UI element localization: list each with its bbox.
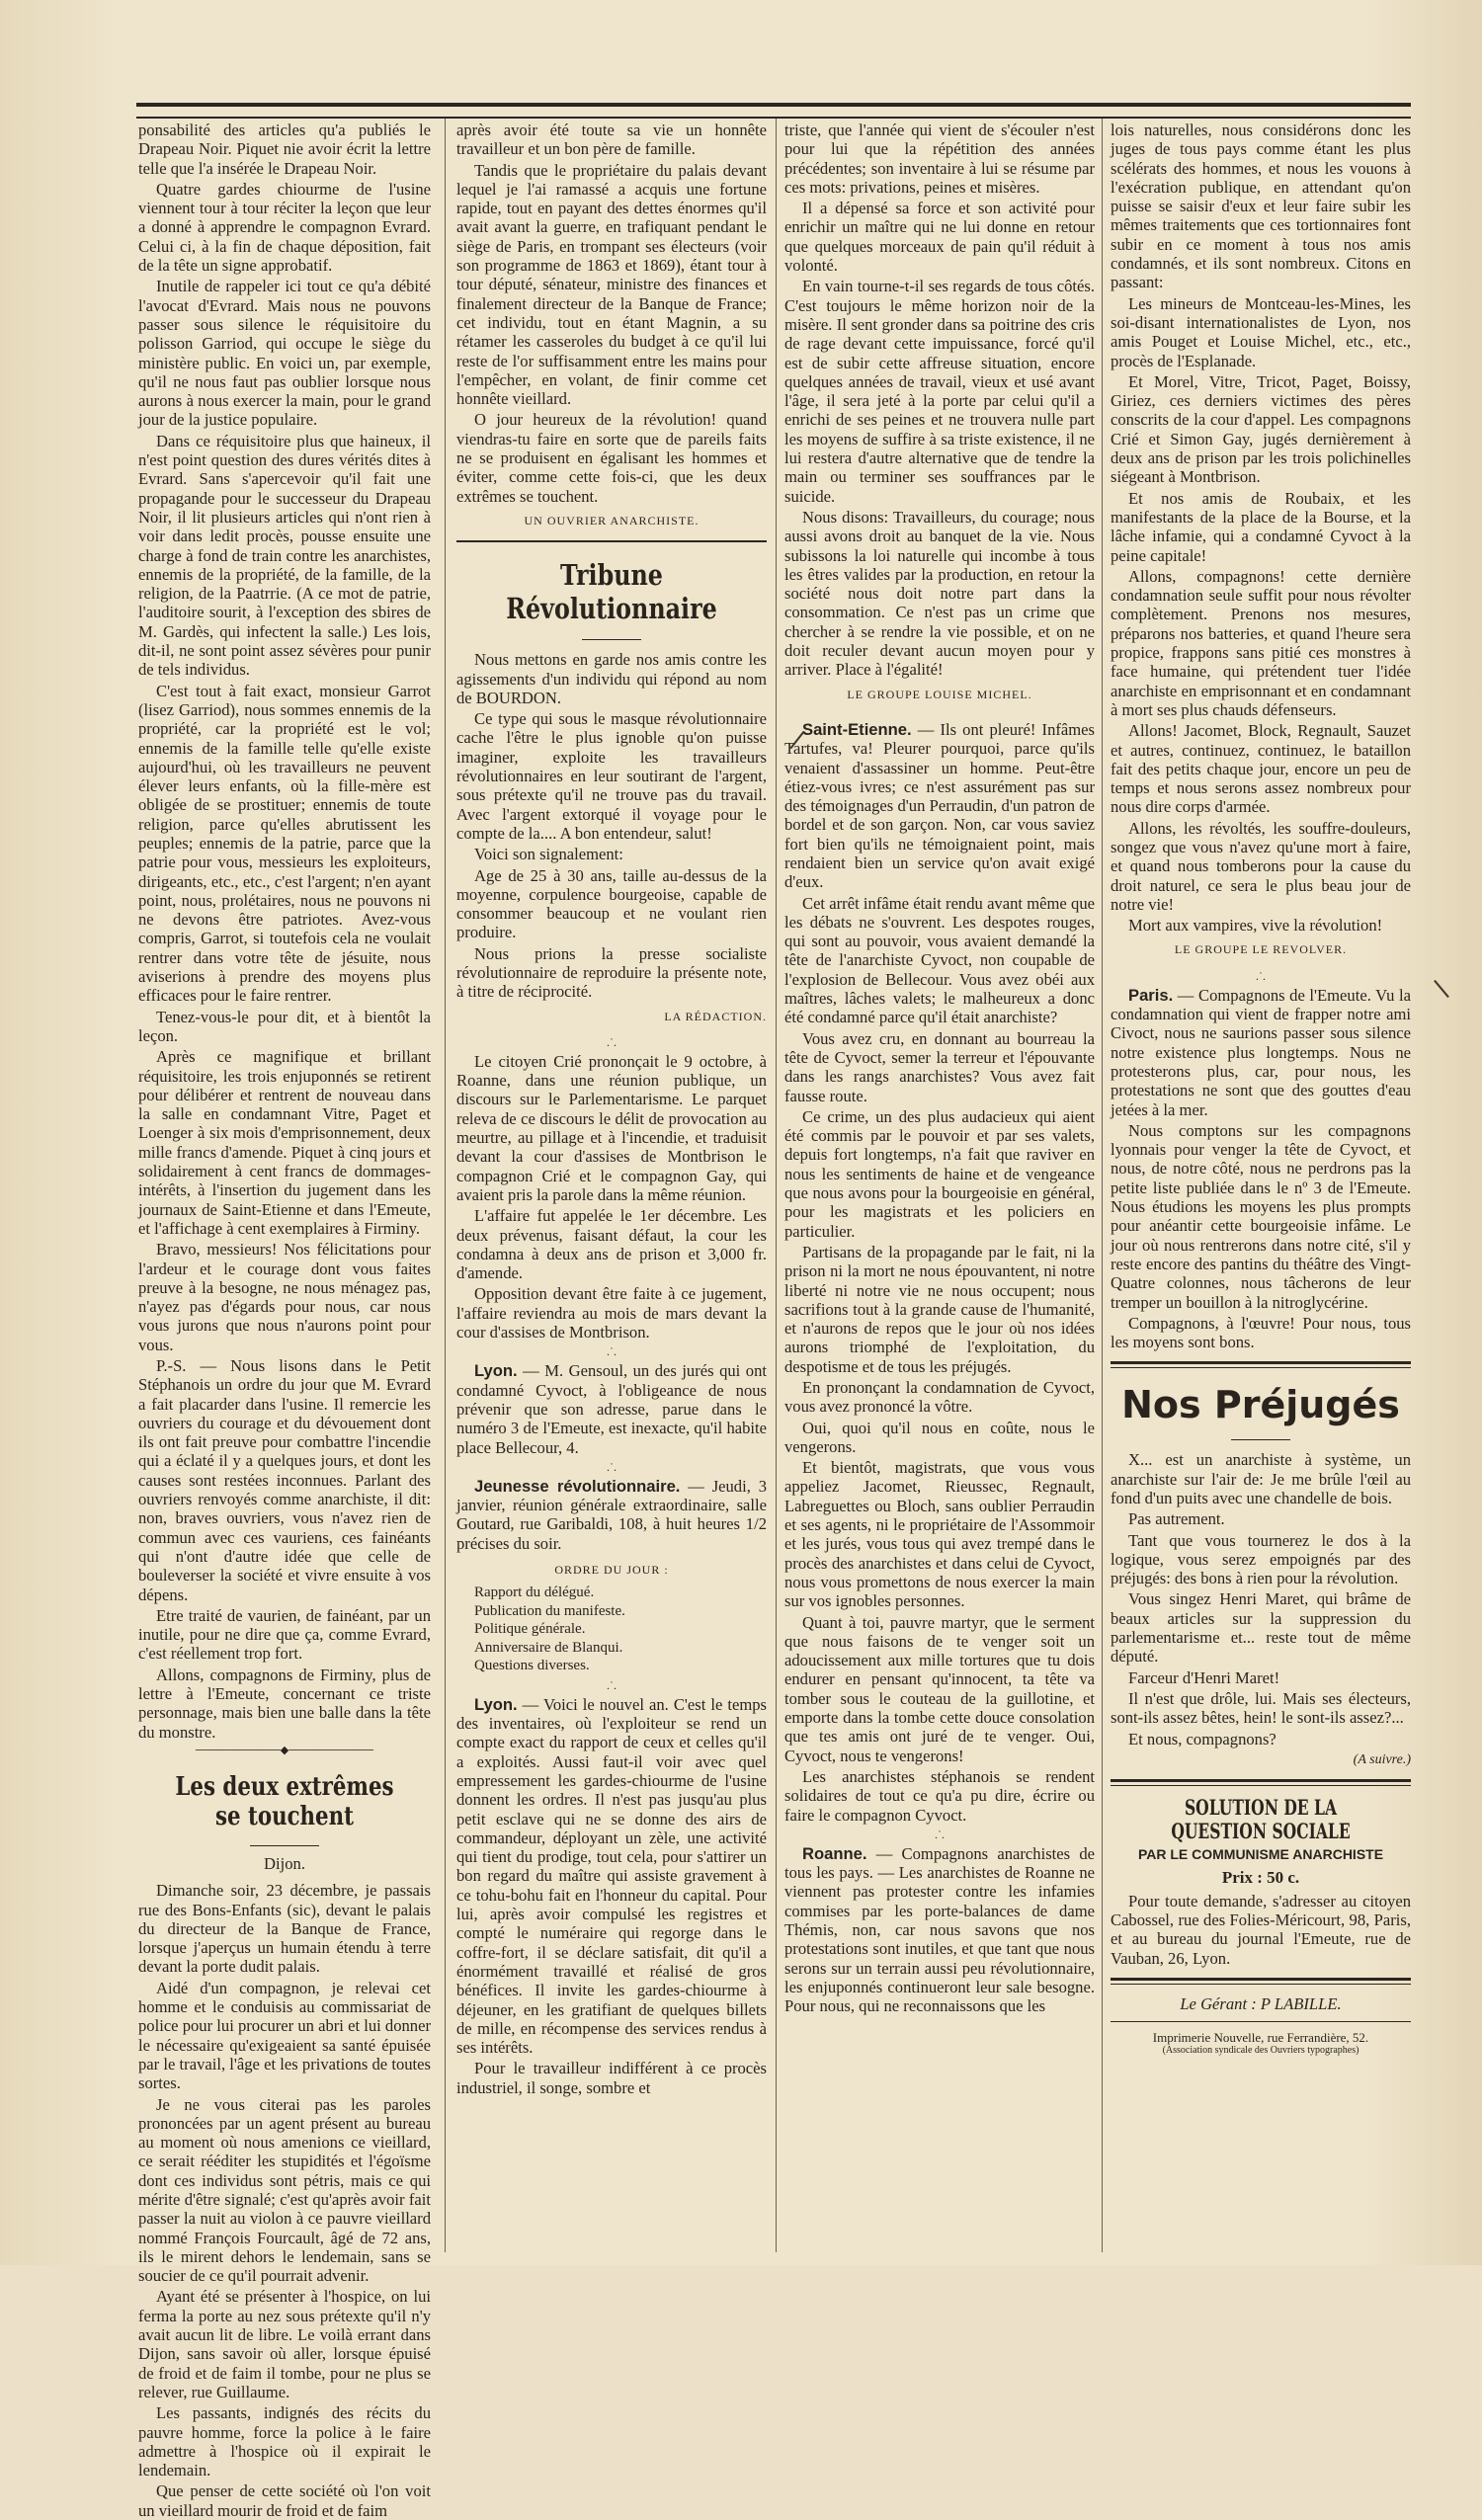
paragraph: Farceur d'Henri Maret! bbox=[1128, 1667, 1280, 1687]
to-be-continued: (A suivre.) bbox=[1353, 1751, 1411, 1767]
paragraph: Ce type qui sous le masque révolutionnaire cache l'être le plus ignoble qu'on puisse imaginer, exploite les travailleurs révolutionnaires en leur soutirant de l'argent, sous prétexte qu'il ne trouve pas du travail. Avec l'argent extorqué il voyage pour le compte de la.... A bon entendeur, salut! bbox=[456, 709, 767, 843]
asterism: .˙. bbox=[607, 1459, 617, 1474]
printer-line: Imprimerie Nouvelle, rue Ferrandière, 52. bbox=[1152, 2030, 1369, 2046]
paragraph: Cet arrêt infâme était rendu avant même que les débats ne s'ouvrent. Les despotes rouges, qui sont au pouvoir, vous avaient demandé la tête de l'anarchiste Cyvoct, non coupable de l'explosion de Bellecour. Vous avez obéi aux maîtres, lâches valets; le malheureux a donc été condamné parce qu'il était anarchiste? bbox=[784, 893, 1095, 1027]
paragraph: Voici son signalement: bbox=[474, 845, 623, 864]
order-item: Rapport du délégué. bbox=[474, 1585, 595, 1601]
news-item-lyon-2 bbox=[456, 1695, 767, 2058]
paragraph: Pour le travailleur indifférent à ce procès industriel, il songe, sombre et bbox=[456, 2059, 767, 2097]
paragraph: Mort aux vampires, vive la révolution! bbox=[1128, 916, 1383, 935]
order-list bbox=[474, 1584, 767, 1675]
column-4 bbox=[1111, 121, 1411, 2254]
paragraph: Bravo, messieurs! Nos félicitations pour l'ardeur et le courage dont vous faites preuve à la besogne, ne nous ménagez pas, n'ayez pas d'égards pour nous, car nous vous jurons que nous n'aurons point pour vous. bbox=[138, 1240, 431, 1354]
column-3 bbox=[784, 121, 1095, 2254]
news-text: — Ils ont pleuré! Infâmes Tartufes, va! Pleurer pourquoi, parce qu'ils venaient d'assassiner un homme. Peut-être étiez-vous ivres; ce n'est assurément pas sur des témoignages d'un Perraudin, d'un patron de bordel et de son garçon. Non, car vous saviez fort bien qu'ils ne témoignaient point, mais rendaient bien un service qu'on avait exigé d'eux. bbox=[784, 719, 1095, 892]
margin-mark bbox=[1434, 980, 1449, 998]
gerant-line: Le Gérant : P LABILLE. bbox=[1180, 1993, 1342, 2013]
paragraph: Aidé d'un compagnon, je relevai cet homme et le conduisis au commissariat de police pour lui procurer un abri et lui donner le nécessaire qu'exigeaient sa santé épuisée par le travail, l'âge et les privations de toutes sortes. bbox=[138, 1978, 431, 2093]
paragraph: Le citoyen Crié prononçait le 9 octobre, à Roanne, dans une réunion publique, un discours sur le Parlementarisme. Le parquet releva de ce discours le délit de provocation au meurtre, au pillage et à l'incendie, et traduisit devant la cour d'assises de Montbrison le compagnon Crié et le compagnon Gay, qui avaient pris la parole dans la même réunion. bbox=[456, 1051, 767, 1204]
signature: UN OUVRIER ANARCHISTE. bbox=[524, 513, 700, 528]
paragraph: Allons, compagnons de Firminy, plus de lettre à l'Emeute, concernant ce triste personnage, mais bien une balle dans la tête du monstre. bbox=[138, 1665, 431, 1742]
paragraph: Dimanche soir, 23 décembre, je passais rue des Bons-Enfants (sic), devant le palais du directeur de la Banque de France, lorsque j'aperçus un humain étendu à terre devant la porte dudit palais. bbox=[138, 1881, 431, 1977]
order-item: Anniversaire de Blanqui. bbox=[474, 1639, 623, 1656]
paragraph: Ayant été se présenter à l'hospice, on lui ferma la porte au nez sous prétexte qu'il n'y avait aucun lit de libre. Le voilà errant dans Dijon, sans savoir où aller, lorsque épuisé de froid et de faim il tombe, pour ne plus se relever, rue Guillaume. bbox=[138, 2287, 431, 2401]
location-label: Paris. bbox=[1128, 985, 1174, 1005]
paragraph: Partisans de la propagande par le fait, ni la prison ni la mort ne nous épouvantent, ni notre liberté ni notre vie ne nous occupent; nous sacrifions tout à la grande cause de l'humanité, et n'aurons de repos que le jour où nos idées aurons triomphé de l'exploitation, du despotisme et de tous les préjugés. bbox=[784, 1242, 1095, 1376]
paragraph: Nous disons: Travailleurs, du courage; nous aussi avons droit au banquet de la vie. Nous subissons la loi naturelle qui incombe à tous les êtres valides par la production, en retour la société nous doit notre part dans la consommation. Ce n'est pas un crime que chercher à se rendre la vie possible, et on ne doit reculer devant aucun moyen pour y arriver. Place à l'égalité! bbox=[784, 507, 1095, 680]
column-divider bbox=[445, 119, 446, 2252]
paragraph: Tant que vous tournerez le dos à la logique, vous serez empoignés par des préjugés: des bons à rien pour la révolution. bbox=[1111, 1530, 1411, 1588]
paragraph: Opposition devant être faite à ce jugement, l'affaire reviendra au mois de mars devant la cour d'assises de Montbrison. bbox=[456, 1284, 767, 1342]
news-text: — Compagnons anarchistes de tous les pays. — Les anarchistes de Roanne ne viennent pas protester contre les infamies commises par les porte-balances de dame Thémis, non, car nous savons que nos protestations sont inutiles, et que tant que nous serons sur un terrain aussi peu révolutionnaire, les enjuponnés continueront leur sale besogne. Pour nous, qui ne reconnaissons que les bbox=[784, 1843, 1095, 2016]
section-rule bbox=[1111, 1779, 1411, 1786]
paragraph: Les mineurs de Montceau-les-Mines, les soi-disant internationalistes de Lyon, nos amis Pouget et Louise Michel, etc., etc., procès de l'Esplanade. bbox=[1111, 293, 1411, 370]
paragraph: Nous comptons sur les compagnons lyonnais pour venger la tête de Cyvoct, et nous, de notre côté, nous ne perdrons pas la petite liste publiée dans le nº 3 de l'Emeute. Nous étudions les moyens les plus prompts pour anéantir cette bourgeoisie infâme. Le jour où nous rentrerons dans notre cité, s'il y reste encore des pantins du théâtre des Vingt-Quatre colonnes, nous tâcherons de leur tremper un bouillon à la nitroglycérine. bbox=[1111, 1120, 1411, 1312]
asterism: .˙. bbox=[607, 1677, 617, 1692]
paragraph: Et Morel, Vitre, Tricot, Paget, Boissy, Giriez, ces derniers victimes des pères conscrits de la cour d'appel. Les compagnons Crié et Simon Gay, jugés dernièrement à deux ans de prison par les trois polichinelles siégeant à Montbrison. bbox=[1111, 371, 1411, 487]
news-text: — Compagnons de l'Emeute. Vu la condamnation qui vient de frapper notre ami Civoct, nous ne saurions passer sous silence notre existence plus longtemps. Nous ne protesterons plus, car, pour nous, les protestations ne sont que des gouttes d'eau jetées à la mer. bbox=[1111, 985, 1411, 1119]
title-underline bbox=[250, 1845, 319, 1846]
paragraph: Allons, les révoltés, les souffre-douleurs, songez que vous n'avez qu'une mort à faire, et quand nous tomberons pour la cause du droit naturel, ce sera le plus beau jour de notre vie! bbox=[1111, 818, 1411, 914]
top-rule bbox=[136, 103, 1411, 119]
article-title-prejuges: Nos Préjugés bbox=[1121, 1383, 1400, 1427]
news-text: — Voici le nouvel an. C'est le temps des inventaires, où l'exploiteur se rend un compte exact du rapport de ceux et celles qu'il a exploités. Aussi faut-il voir avec quel empressement les gardes-chiourme de l'usine donnent les ordres. Il n'est pas jusqu'au plus petit esclave qui ne se donne des airs de commandeur, déployant un zèle, une activité qui tient du prodige, tout cela, pour s'attirer un bon regard du maître qui assiste gravement à ce tohu-bohu fait en l'honneur du capital. Pour lui, après avoir compulsé les registres et compté le numéraire qui regorge dans le coffre-fort, il se déclare satisfait, dit qu'il a énormément travaillé et réalisé de gros bénéfices. Il invite les gardes-chiourme à déjeuner, en les gratifiant de quelques billets de mille, en récompense des services rendus à ses intérêts. bbox=[456, 1694, 767, 2058]
advert-subtitle: PAR LE COMMUNISME ANARCHISTE bbox=[1137, 1846, 1384, 1863]
dateline-dijon: Dijon. bbox=[264, 1853, 305, 1873]
location-label: Lyon. bbox=[474, 1361, 518, 1381]
location-label: Saint-Etienne. bbox=[802, 719, 912, 739]
paragraph: Nous prions la presse socialiste révolutionnaire de reproduire la présente note, à titre de réciprocité. bbox=[456, 943, 767, 1002]
location-label: Jeunesse révolutionnaire. bbox=[474, 1476, 681, 1496]
paragraph: Il a dépensé sa force et son activité pour enrichir un maître qui ne lui donne en retour que quelques morceaux de pain qu'il réduit à volonté. bbox=[784, 199, 1095, 276]
title-underline bbox=[582, 639, 641, 640]
paragraph: lois naturelles, nous considérons donc les juges de tous pays comme étant les plus scélérats des hommes, et nous les vouons à l'exécration publique, en attendant qu'on puisse se saisir d'eux et leur faire subir les mêmes traitements que ces tortionnaires font subir en ce moment à tous nos amis condamnés, et ils sont nombreux. Citons en passant: bbox=[1111, 121, 1411, 292]
paragraph: Et nous, compagnons? bbox=[1128, 1729, 1276, 1748]
news-item-jeunesse bbox=[456, 1477, 767, 1553]
paragraph: Et nos amis de Roubaix, et les manifestants de la place de la Bourse, et la lâche infamie, qui a condamné Cyvoct à la peine capitale! bbox=[1111, 488, 1411, 565]
paragraph: Ce crime, un des plus audacieux qui aient été commis par le pouvoir et par ses valets, depuis fort longtemps, n'a fait que raviver en nous les sentiments de haine et de vengeance que nous avons pour la bourgeoisie en général, pour les magistrats et les policiers en particulier. bbox=[784, 1106, 1095, 1241]
advert-title: SOLUTION DE LA QUESTION SOCIALE bbox=[1171, 1795, 1351, 1844]
news-item-paris bbox=[1111, 986, 1411, 1119]
paragraph: Je ne vous citerai pas les paroles prononcées par un agent présent au bureau au moment où nous amenions ce vieillard, ce serait rééditer les stupidités et l'égoïsme dont ces individus sont pétris, mais ce qui mérite d'être signalé; c'est qu'après avoir fait passer la nuit au violon à ce pauvre vieillard nommé François Fourcault, âgé de 72 ans, ils le mirent dehors le lendemain, sans se soucier de ce qu'il pourrait advenir. bbox=[138, 2094, 431, 2286]
paragraph: Après ce magnifique et brillant réquisitoire, les trois enjuponnés se retirent pour délibérer et rentrent de nouveau dans la salle en condamnant Vitre, Paget et Loenger à six mois d'emprisonnement, deux mille francs d'amende. Piquet à cinq jours et solidairement à cent francs de dommages-intérêts, à l'insertion du jugement dans les journaux de Saint-Etienne et dans l'Emeute, et l'affichage à cent exemplaires à Firminy. bbox=[138, 1047, 431, 1238]
section-rule bbox=[1111, 1361, 1411, 1368]
paragraph: Compagnons, à l'œuvre! Pour nous, tous les moyens sont bons. bbox=[1111, 1313, 1411, 1352]
paragraph: Dans ce réquisitoire plus que haineux, il n'est point question des dures vérités dites à Evrard. Sans s'apercevoir qu'il fait une propagande pour le successeur du Drapeau Noir, il lit plusieurs articles qui n'ont rien à voir dans ledit procès, pousse ensuite une charge à fond de train contre les anarchistes, ennemis de la propriété, de la famille, de la religion, de la Paatrrie. (A ce mot de patrie, l'auditoire sourit, à l'exception des sbires de M. Gardès, qui infectent la salle.) Les lois, dit-il, ne sont point assez sévères pour punir de tels individus. bbox=[138, 431, 431, 680]
paragraph: Oui, quoi qu'il nous en coûte, nous le vengerons. bbox=[784, 1418, 1095, 1456]
news-item-roanne bbox=[784, 1844, 1095, 2016]
order-item: Publication du manifeste. bbox=[474, 1602, 625, 1619]
asterism: .˙. bbox=[607, 1034, 617, 1049]
asterism: .˙. bbox=[935, 1827, 945, 1841]
news-item-lyon bbox=[456, 1361, 767, 1456]
column-2 bbox=[456, 121, 767, 2254]
column-divider bbox=[1102, 119, 1103, 2252]
order-title: ORDRE DU JOUR : bbox=[554, 1563, 669, 1577]
title-underline bbox=[1231, 1439, 1290, 1440]
paragraph: Pas autrement. bbox=[1128, 1509, 1225, 1529]
section-divider: ───────────◆─────────── bbox=[196, 1744, 373, 1756]
paragraph: Age de 25 à 30 ans, taille au-dessus de la moyenne, corpulence bourgeoise, capable de consommer beaucoup et ne voulant rien produire. bbox=[456, 865, 767, 942]
paragraph: Vous avez cru, en donnant au bourreau la tête de Cyvoct, semer la terreur et l'épouvante dans les rangs anarchistes? Vous avez fait fausse route. bbox=[784, 1028, 1095, 1105]
location-label: Roanne. bbox=[802, 1843, 867, 1863]
asterism: .˙. bbox=[607, 1344, 617, 1359]
paragraph: Allons! Jacomet, Block, Regnault, Sauzet et autres, continuez, continuez, le bataillon fait des petits chaque jour, encore un peu de temps et nous serons assez nombreux pour nous dire corps d'armée. bbox=[1111, 721, 1411, 817]
section-rule bbox=[1111, 1978, 1411, 1985]
paragraph: ponsabilité des articles qu'a publiés le Drapeau Noir. Piquet nie avoir écrit la lettre telle que l'a insérée le Drapeau Noir. bbox=[138, 121, 431, 178]
paragraph: Les passants, indignés des récits du pauvre homme, force la police à le faire admettre à l'hospice où il expirait le lendemain. bbox=[138, 2403, 431, 2480]
advert-price: Prix : 50 c. bbox=[1221, 1868, 1300, 1888]
column-divider bbox=[776, 119, 777, 2252]
advert-text: Pour toute demande, s'adresser au citoyen Cabossel, rue des Folies-Méricourt, 98, Paris, et au bureau du journal l'Emeute, rue de Vauban, 26, Lyon. bbox=[1111, 1891, 1411, 1968]
paragraph: Tandis que le propriétaire du palais devant lequel je l'ai ramassé a acquis une fortune rapide, tout en payant des dettes énormes qu'il avait avant la guerre, en trafiquant pendant le siège de Paris, en trompant ses électeurs (voir son programme de 1863 et 1869), étant tour à tour député, sénateur, ministre des finances et finalement directeur de la Banque de France; cet individu, tout en étant Magnin, a su rétamer les casseroles du budget à ce qu'il lui reste de l'or suffisamment entre les mains pour l'empêcher, en volant, de finir comme cet honnête vieillard. bbox=[456, 160, 767, 409]
order-item: Questions diverses. bbox=[474, 1658, 590, 1674]
paragraph: Etre traité de vaurien, de fainéant, par un inutile, pour ne dire que ça, comme Evrard, c'est réellement trop fort. bbox=[138, 1605, 431, 1664]
news-text: — Jeudi, 3 janvier, réunion générale extraordinaire, salle Goutard, rue Garibaldi, 108, à huit heures 1/2 précises du soir. bbox=[456, 1476, 767, 1553]
signature: LA RÉDACTION. bbox=[664, 1009, 767, 1023]
article-title-extremes: Les deux extrêmes se touchent bbox=[175, 1771, 394, 1831]
section-rule bbox=[456, 540, 767, 542]
paragraph: Vous singez Henri Maret, qui brâme de beaux articles sur la suppression du parlementarisme et... reste tout de même député. bbox=[1111, 1589, 1411, 1666]
paragraph: triste, que l'année qui vient de s'écouler n'est pour lui que la répétition des années précédentes; son inventaire à lui se résume par ces mots: privations, peines et misères. bbox=[784, 121, 1095, 197]
order-item: Politique générale. bbox=[474, 1621, 586, 1638]
location-label: Lyon. bbox=[474, 1694, 518, 1714]
paragraph: Quatre gardes chiourme de l'usine viennent tour à tour réciter la leçon que leur a donné à apprendre le compagnon Evrard. Celui ci, à la fin de chaque déposition, fait de la tête un signe approbatif. bbox=[138, 179, 431, 276]
paragraph: X... est un anarchiste à système, un anarchiste sur l'air de: Je me brûle l'œil au fond d'un puits avec une chandelle de bois. bbox=[1111, 1450, 1411, 1507]
paragraph: Tenez-vous-le pour dit, et à bientôt la leçon. bbox=[138, 1007, 431, 1045]
news-item-saint-etienne bbox=[784, 720, 1095, 892]
paragraph: P.-S. — Nous lisons dans le Petit Stéphanois un ordre du jour que M. Evrard a fait placarder dans l'usine. Il remercie les ouvriers du courage et du dévouement dont ils ont fait preuve pour combattre l'incendie qui a éclaté il y a quelques jours, et dont les causes sont restées inconnues. Parlant des ouvriers renvoyés comme anarchiste, il dit: non, braves ouvriers, vous n'avez rien de commun avec ces vauriens, ces fainéants qui n'ont d'autre idée que celle de bouleverser la société et vivre ensuite à vos dépens. bbox=[138, 1356, 431, 1604]
paragraph: L'affaire fut appelée le 1er décembre. Les deux prévenus, faisant défaut, la cour les condamna à deux ans de prison et 3,000 fr. d'amende. bbox=[456, 1206, 767, 1283]
printer-association: (Association syndicale des Ouvriers typographes) bbox=[1162, 2045, 1359, 2057]
paragraph: C'est tout à fait exact, monsieur Garrot (lisez Garriod), nous sommes ennemis de la propriété, car la propriété est le vol; ennemis de la famille telle qu'elle existe aujourd'hui, où les travailleurs ne peuvent élever leurs enfants, où la fille-mère est obligée de se prostituer; ennemis de toute religion, parce qu'elles abrutissent les peuples; ennemis de la patrie, parce que la patrie pour vous, messieurs les exploiteurs, dirigeants, etc., etc., c'est l'argent; n'en ayant point, nous, prolétaires, nous ne pouvons ni ne devons être patriotes. Avez-vous compris, Garrot, si toutefois cela ne voulait rentrer dans votre tête de jésuite, nous aviserions à prendre des moyens plus efficaces pour le faire rentrer. bbox=[138, 681, 431, 1006]
article-title-tribune: Tribune Révolutionnaire bbox=[506, 558, 717, 626]
paragraph: Il n'est que drôle, lui. Mais ses électeurs, sont-ils assez bêtes, hein! le sont-ils assez?... bbox=[1111, 1688, 1411, 1728]
paragraph: Les anarchistes stéphanois se rendent solidaires de tout ce qu'a pu dire, écrire ou faire le compagnon Cyvoct. bbox=[784, 1766, 1095, 1825]
paragraph: après avoir été toute sa vie un honnête travailleur et un bon père de famille. bbox=[456, 121, 767, 159]
paragraph: En vain tourne-t-il ses regards de tous côtés. C'est toujours le même horizon noir de la misère. Il sent gronder dans sa poitrine des cris de rage devant cette impuissance, forcé qu'il est de subir cette affreuse situation, encore quelques années de travail, vieux et usé avant l'âge, il sera jeté à la porte par celui qu'il a enrichi de ses peines et ne trouvera nulle part les moyens de suffire à sa triste existence, il ne lui restera d'autre alternative que de tendre la main ou terminer ses souffrances par le suicide. bbox=[784, 277, 1095, 506]
signature: LE GROUPE LE REVOLVER. bbox=[1174, 942, 1348, 957]
column-1 bbox=[138, 121, 431, 2520]
paragraph: O jour heureux de la révolution! quand viendras-tu faire en sorte que de pareils faits ne se produisent en égalisant les hommes et éviter, comme cette fois-ci, que les deux extrêmes se touchent. bbox=[456, 410, 767, 506]
paragraph: Inutile de rappeler ici tout ce qu'a débité l'avocat d'Evrard. Mais nous ne pouvons passer sous silence le réquisitoire du polisson Garriod, qui occupe le siège du ministère public. En voici un, par exemple, qu'il ne nous faut pas oublier lorsque nous aurons à nous exercer la main, pour le grand jour de la justice populaire. bbox=[138, 277, 431, 430]
paragraph: Quant à toi, pauvre martyr, que le serment que nous faisons de te venger soit un adoucissement aux mille tortures que tu dois endurer en pensant qu'innocent, ta tête va tomber sous le couteau de la guillotine, et emporte dans la tombe cette douce consolation que tes amis ont juré de te venger. Oui, Cyvoct, nous te vengerons! bbox=[784, 1612, 1095, 1765]
paragraph: Nous mettons en garde nos amis contre les agissements d'un individu qui répond au nom de BOURDON. bbox=[456, 650, 767, 707]
signature: LE GROUPE LOUISE MICHEL. bbox=[847, 687, 1032, 701]
asterism: .˙. bbox=[1256, 968, 1266, 983]
section-rule bbox=[1111, 2021, 1411, 2022]
news-text: — M. Gensoul, un des jurés qui ont condamné Cyvoct, à l'obligeance de nous prévenir que son adresse, parue dans le numéro 3 de l'Emeute, est inexacte, qu'il habite place Bellecour, 4. bbox=[456, 1361, 767, 1457]
paragraph: Allons, compagnons! cette dernière condamnation seule suffit pour nous révolter complètement. Prenons nos mesures, préparons nos batteries, et quand l'heure sera propice, frappons sans pitié ces monstres à face humaine, qui prétendent tuer l'idée anarchiste en emprisonnant et en condamnant à mort ses plus chauds défenseurs. bbox=[1111, 566, 1411, 719]
paragraph: Que penser de cette société où l'on voit un vieillard mourir de froid et de faim bbox=[138, 2481, 431, 2520]
paragraph: En prononçant la condamnation de Cyvoct, vous avez prononcé la vôtre. bbox=[784, 1378, 1095, 1417]
paragraph: Et bientôt, magistrats, que vous vous appeliez Jacomet, Rieussec, Regnault, Labreguettes ou Bloch, sans oublier Perraudin et ses agents, ni le propriétaire de l'Assommoir et les jurés, vous tous qui avez trempé dans le procès des anarchistes et dans celui de Cyvoct, nous vous promettons de nous exercer la main sur vos ignobles personnes. bbox=[784, 1458, 1095, 1611]
